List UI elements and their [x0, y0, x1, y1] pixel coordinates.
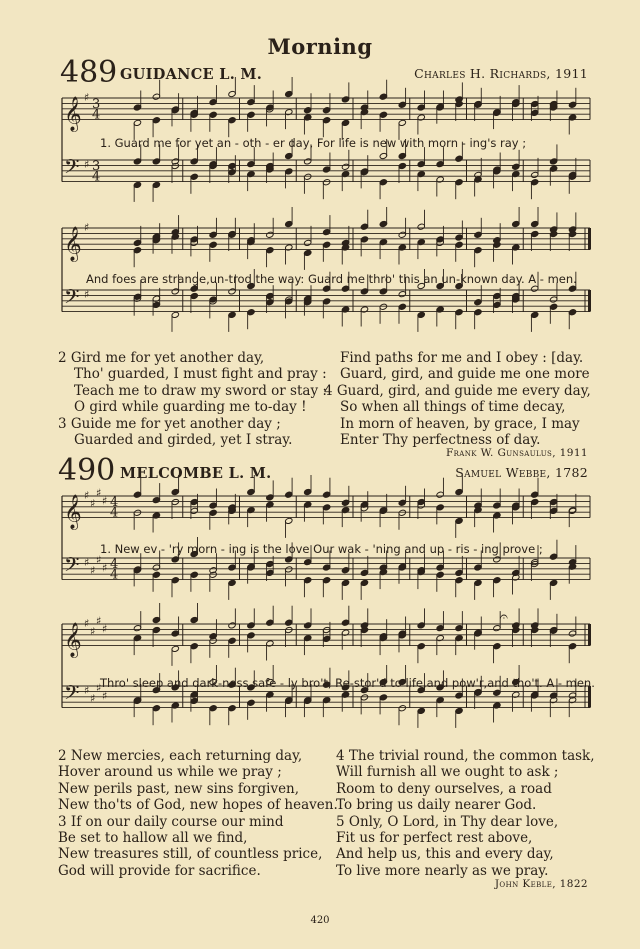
author-credit: John Keble, 1822 — [494, 878, 588, 890]
treble-clef: 𝄞 — [64, 226, 82, 262]
verse-line: Will furnish all we ought to ask ; — [336, 764, 559, 781]
verse-line: 3 Guide me for yet another day ; — [58, 415, 281, 432]
verse-line: And help us, this and every day, — [336, 846, 554, 863]
time-signature: 4 — [110, 505, 119, 521]
verse-line: 2 Gird me for yet another day, — [58, 350, 265, 366]
key-sharp: ♯ — [84, 158, 90, 171]
lyric-line: 1. Guard me for yet an - oth - er day, For life is new with morn - ing's ray ; — [100, 136, 527, 150]
hymn-number: 489 — [60, 55, 118, 90]
verse-line: New perils past, new sins forgiven, — [58, 780, 300, 797]
verse-line: O gird while guarding me to-day ! — [74, 399, 307, 416]
verses-left — [58, 748, 338, 879]
time-signature: 4 — [110, 556, 119, 572]
verses-right — [324, 350, 591, 448]
fermata: 𝄐 — [500, 609, 508, 625]
verses-left — [58, 350, 327, 448]
time-signature: 3 — [92, 158, 101, 174]
verse-line: To bring us daily nearer God. — [336, 797, 537, 814]
verse-line: 5 Only, O Lord, in Thy dear love, — [336, 813, 559, 830]
key-sharp: ♯ — [84, 556, 90, 569]
key-sharp: ♯ — [96, 486, 102, 500]
verse-line: 4 Guard, gird, and guide me every day, — [324, 382, 591, 399]
composer-credit: Samuel Webbe, 1782 — [455, 465, 588, 480]
key-sharp: ♯ — [90, 692, 96, 706]
verse-line: Enter Thy perfectness of day. — [340, 432, 541, 449]
treble-clef: 𝄞 — [64, 494, 82, 530]
key-sharp: ♯ — [84, 617, 90, 630]
time-signature: 4 — [92, 169, 101, 185]
lyric-line: Thro' sleep and dark-ness safe - ly bro't, Re-stor'd to life,and pow'r,and tho't. A - men. — [100, 676, 595, 690]
key-sharp: ♯ — [102, 494, 108, 508]
verse-line: Hover around us while we pray ; — [58, 764, 282, 781]
verse-line: New tho'ts of God, new hopes of heaven. — [58, 797, 338, 814]
bass-clef: 𝄢 — [64, 553, 80, 582]
key-sharp: ♯ — [90, 625, 96, 639]
final-bar-line — [588, 624, 591, 646]
key-sharp: ♯ — [90, 497, 96, 511]
verse-line: Teach me to draw my sword or stay : — [74, 382, 327, 399]
verse-line: In morn of heaven, by grace, I may — [340, 415, 580, 432]
verse-line: 2 New mercies, each returning day, — [58, 748, 303, 764]
key-sharp: ♯ — [96, 681, 102, 695]
page-number: 420 — [310, 915, 330, 926]
verse-line: Be set to hallow all we find, — [58, 830, 248, 847]
verse-line: So when all things of time decay, — [340, 399, 566, 416]
key-sharp: ♯ — [84, 221, 90, 234]
key-sharp: ♯ — [102, 561, 108, 575]
treble-clef: 𝄞 — [64, 96, 82, 132]
key-sharp: ♯ — [84, 288, 90, 301]
verse-line: Guard, gird, and guide me one more — [340, 366, 590, 383]
key-sharp: ♯ — [96, 614, 102, 628]
key-sharp: ♯ — [84, 684, 90, 697]
key-sharp: ♯ — [102, 689, 108, 703]
time-signature: 4 — [92, 107, 101, 123]
lyric-line: And foes are strange,un-trod the way: Guard me thro' this an un-known day. A - men. — [86, 272, 577, 286]
verse-line: New treasures still, of countless price, — [58, 846, 323, 863]
lyric-line: 1. New ev - 'ry morn - ing is the love Our wak - 'ning and up - ris - ing prove ; — [100, 542, 543, 556]
key-sharp: ♯ — [96, 553, 102, 567]
key-sharp: ♯ — [84, 91, 90, 104]
bass-clef: 𝄢 — [64, 681, 80, 710]
verse-line: Guarded and girded, yet I stray. — [74, 432, 293, 449]
verse-line: Tho' guarded, I must fight and pray : — [74, 366, 327, 383]
final-bar-line — [588, 228, 591, 250]
final-bar-line — [588, 290, 591, 312]
bass-clef: 𝄢 — [64, 155, 80, 184]
verses-right — [336, 748, 595, 879]
verse-line: Room to deny ourselves, a road — [336, 780, 552, 797]
section-title: Morning — [267, 34, 373, 59]
key-sharp: ♯ — [84, 489, 90, 502]
tune-name: MELCOMBE L. M. — [120, 465, 272, 482]
key-sharp: ♯ — [90, 564, 96, 578]
verse-line: Find paths for me and I obey : [day. — [340, 350, 584, 366]
verse-line: God will provide for sacrifice. — [58, 862, 261, 879]
composer-credit: Charles H. Richards, 1911 — [414, 66, 588, 81]
time-signature: 3 — [92, 96, 101, 112]
treble-clef: 𝄞 — [64, 622, 82, 658]
verse-line: To live more nearly as we pray. — [336, 862, 549, 879]
verse-line: 3 If on our daily course our mind — [58, 813, 284, 830]
time-signature: 4 — [110, 567, 119, 583]
author-credit: Frank W. Gunsaulus, 1911 — [445, 447, 588, 459]
bass-clef: 𝄢 — [64, 285, 80, 314]
key-sharp: ♯ — [102, 622, 108, 636]
verse-line: Fit us for perfect rest above, — [336, 830, 533, 847]
time-signature: 4 — [110, 494, 119, 510]
verse-line: 4 The trivial round, the common task, — [336, 748, 595, 764]
tune-name: GUIDANCE L. M. — [120, 66, 263, 83]
hymn-number: 490 — [58, 453, 116, 488]
